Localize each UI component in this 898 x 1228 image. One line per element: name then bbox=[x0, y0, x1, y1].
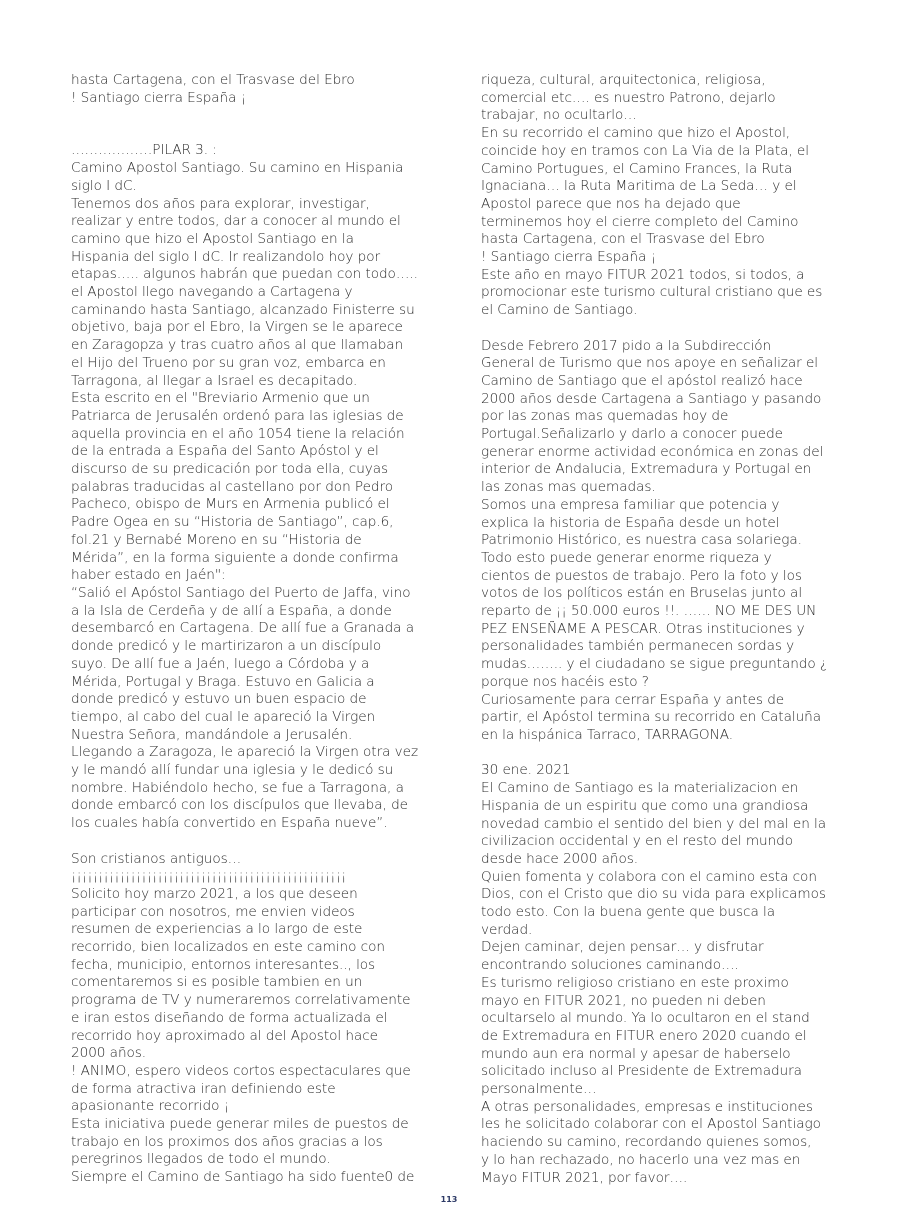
text-line: Es turismo religioso cristiano en este proximo bbox=[481, 974, 789, 991]
right-block-1 bbox=[481, 72, 831, 320]
text-line: mayo en FITUR 2021, no pueden ni deben bbox=[481, 992, 766, 1009]
text-line: A otras personalidades, empresas e instituciones bbox=[481, 1098, 813, 1115]
text-line: caminando hasta Santiago, alcanzado Finisterre su bbox=[71, 301, 415, 318]
text-line: Mérida, Portugal y Braga. Estuvo en Galicia a bbox=[71, 673, 375, 690]
text-line: fecha, municipio, entornos interesantes.., los bbox=[71, 956, 376, 973]
text-line: recorrido, bien localizados en este camino con bbox=[71, 939, 385, 956]
text-line: Camino Apostol Santiago. Su camino en Hispania bbox=[71, 160, 404, 177]
text-line: Curiosamente para cerrar España y antes de bbox=[481, 691, 785, 708]
text-line: Camino de Santiago que el apóstol realizó hace bbox=[481, 372, 803, 389]
text-line: desembarcó en Cartagena. De allí fue a Granada a bbox=[71, 620, 414, 637]
text-line: Esta iniciativa puede generar miles de puestos de bbox=[71, 1116, 409, 1133]
paragraph-gap bbox=[71, 833, 421, 851]
text-line: Patriarca de Jerusalén ordenó para las iglesias de bbox=[71, 407, 404, 424]
text-line: encontrando soluciones caminando…. bbox=[481, 957, 739, 974]
text-line: Tarragona, al llegar a Israel es decapitado. bbox=[71, 372, 358, 389]
text-line: comercial etc…. es nuestro Patrono, dejarlo bbox=[481, 89, 776, 106]
text-line: trabajo en los proximos dos años gracias a los bbox=[71, 1133, 383, 1150]
left-block-1 bbox=[71, 72, 421, 107]
text-line: etapas….. algunos habrán que puedan con todo….. bbox=[71, 266, 418, 283]
text-line: Dios, con el Cristo que dio su vida para explicamos bbox=[481, 886, 826, 903]
text-line: las zonas mas quemadas. bbox=[481, 479, 656, 496]
text-line: En su recorrido el camino que hizo el Apostol, bbox=[481, 125, 791, 142]
text-line: mundo aun era normal y apesar de haberselo bbox=[481, 1045, 791, 1062]
text-line: civilizacion occidental y en el resto del mundo bbox=[481, 833, 793, 850]
text-line: Ignaciana… la Ruta Maritima de La Seda… y el bbox=[481, 178, 797, 195]
text-line: promocionar este turismo cultural cristiano que es bbox=[481, 284, 823, 301]
text-line: comentaremos si es posible tambien en un bbox=[71, 974, 363, 991]
text-line: haciendo su camino, recordando quienes somos, bbox=[481, 1134, 812, 1151]
text-line: Solicito hoy marzo 2021, a los que deseen bbox=[71, 885, 358, 902]
text-line: Esta escrito en el "Breviario Armenio que un bbox=[71, 390, 370, 407]
text-line: por las zonas mas quemadas hoy de bbox=[481, 408, 729, 425]
left-column bbox=[71, 72, 421, 1187]
text-line: 30 ene. 2021 bbox=[481, 762, 571, 779]
text-line: hasta Cartagena, con el Trasvase del Ebro bbox=[481, 231, 765, 248]
text-line: en la hispánica Tarraco, TARRAGONA. bbox=[481, 727, 733, 743]
text-line: generar enorme actividad económica en zonas del bbox=[481, 443, 824, 460]
text-line: personalidades también permanecen sordas y bbox=[481, 638, 795, 655]
left-block-2 bbox=[71, 142, 421, 832]
text-line: riqueza, cultural, arquitectonica, religiosa, bbox=[481, 72, 766, 88]
text-line: recorrido hoy aproximado al del Apostol hace bbox=[71, 1027, 378, 1044]
text-line: ! ANIMO, espero videos cortos espectaculares que bbox=[71, 1062, 411, 1079]
text-line: el Hijo del Trueno por su gran voz, embarca en bbox=[71, 354, 386, 371]
text-line: porque nos hacéis esto ? bbox=[481, 673, 649, 690]
page-number: 113 bbox=[440, 1195, 458, 1204]
text-line: e iran estos diseñando de forma actualizada el bbox=[71, 1009, 388, 1026]
text-line: Padre Ogea en su “Historia de Santiago”, cap.6, bbox=[71, 514, 394, 531]
text-line: Tenemos dos años para explorar, investigar, bbox=[71, 195, 370, 212]
text-line: donde predicó y le martirizaron a un discípulo bbox=[71, 638, 382, 655]
text-line: partir, el Apóstol termina su recorrido en Cataluña bbox=[481, 709, 822, 726]
text-line: General de Turismo que nos apoye en señalizar el bbox=[481, 355, 819, 372]
text-line: resumen de experiencias a lo largo de este bbox=[71, 921, 363, 938]
text-line: solicitado incluso al Presidente de Extremadura bbox=[481, 1063, 802, 1080]
text-line: ! Santiago cierra España ¡ bbox=[481, 249, 657, 266]
left-block-3 bbox=[71, 851, 421, 1187]
text-line: apasionante recorrido ¡ bbox=[71, 1098, 230, 1115]
text-line: les he solicitado colaborar con el Apostol Santiago bbox=[481, 1116, 821, 1133]
text-line: personalmente… bbox=[481, 1081, 597, 1098]
text-line: Hispania del siglo I dC. Ir realizandolo hoy por bbox=[71, 248, 381, 265]
text-line: suyo. De allí fue a Jaén, luego a Córdoba y a bbox=[71, 655, 370, 672]
text-line: participar con nosotros, me envien videos bbox=[71, 903, 355, 920]
text-line: palabras traducidas al castellano por don Pedro bbox=[71, 478, 393, 495]
text-line: Hispania de un espiritu que como una grandiosa bbox=[481, 797, 809, 814]
right-column bbox=[481, 72, 831, 1187]
text-line: Apostol parece que nos ha dejado que bbox=[481, 195, 741, 212]
text-line: cientos de puestos de trabajo. Pero la foto y los bbox=[481, 567, 802, 584]
text-line: los cuales había convertido en España nueve”. bbox=[71, 815, 388, 832]
text-line: 2000 años. bbox=[71, 1045, 147, 1062]
text-line: de Extremadura en FITUR enero 2020 cuando el bbox=[481, 1027, 807, 1044]
text-line: reparto de ¡¡ 50.000 euros !!. …… NO ME DES UN bbox=[481, 603, 817, 620]
text-line: Camino Portugues, el Camino Frances, la Ruta bbox=[481, 160, 793, 177]
text-line: y lo han rechazado, no hacerlo una vez mas en bbox=[481, 1151, 801, 1168]
text-line: peregrinos llegados de todo el mundo. bbox=[71, 1151, 331, 1168]
text-line: mudas…….. y el ciudadano se sigue preguntando ¿ bbox=[481, 656, 828, 673]
text-line: trabajar, no ocultarlo… bbox=[481, 107, 637, 124]
text-line: hasta Cartagena, con el Trasvase del Ebro bbox=[71, 72, 355, 88]
text-line: discurso de su predicación por toda ella, cuyas bbox=[71, 461, 389, 478]
text-line: donde embarcó con los discípulos que llevaba, de bbox=[71, 797, 408, 814]
right-block-3 bbox=[481, 762, 831, 1187]
text-line: Siempre el Camino de Santiago ha sido fuente0 de bbox=[71, 1169, 415, 1186]
text-line: coincide hoy en tramos con La Via de la Plata, el bbox=[481, 142, 809, 159]
text-line: haber estado en Jaén": bbox=[71, 567, 226, 584]
text-line: Mérida”, en la forma siguiente a donde confirma bbox=[71, 549, 399, 566]
text-line: votos de los políticos están en Bruselas junto al bbox=[481, 585, 803, 602]
paragraph-gap bbox=[71, 107, 421, 142]
text-line: explica la historia de España desde un hotel bbox=[481, 514, 780, 531]
text-line: ¡¡¡¡¡¡¡¡¡¡¡¡¡¡¡¡¡¡¡¡¡¡¡¡¡¡¡¡¡¡¡¡¡¡¡¡¡¡¡¡¡¡¡¡¡¡¡¡¡¡¡ bbox=[71, 868, 347, 885]
text-line: Llegando a Zaragoza, le apareció la Virgen otra vez bbox=[71, 744, 419, 761]
text-line: Quien fomenta y colabora con el camino esta con bbox=[481, 868, 817, 885]
text-line: de la entrada a España del Santo Apóstol y el bbox=[71, 443, 379, 460]
paragraph-gap bbox=[481, 320, 831, 338]
text-line: de forma atractiva iran definiendo este bbox=[71, 1080, 336, 1097]
text-line: donde predicó y estuvo un buen espacio de bbox=[71, 691, 367, 708]
text-line: Mayo FITUR 2021, por favor…. bbox=[481, 1169, 688, 1186]
text-line: Dejen caminar, dejen pensar… y disfrutar bbox=[481, 939, 764, 956]
text-line: novedad cambio el sentido del bien y del mal en la bbox=[481, 815, 827, 832]
text-line: el Camino de Santiago. bbox=[481, 302, 638, 319]
text-line: objetivo, baja por el Ebro, la Virgen se le aparece bbox=[71, 319, 403, 336]
text-line: PEZ ENSEÑAME A PESCAR. Otras instituciones y bbox=[481, 620, 805, 637]
text-line: interior de Andalucia, Extremadura y Portugal en bbox=[481, 461, 812, 478]
text-line: El Camino de Santiago es la materializacion en bbox=[481, 780, 799, 797]
text-line: Patrimonio Histórico, es nuestra casa solariega. bbox=[481, 532, 802, 549]
text-line: aquella provincia en el año 1054 tiene la relación bbox=[71, 425, 405, 442]
right-block-2 bbox=[481, 338, 831, 745]
text-line: siglo I dC. bbox=[71, 177, 137, 194]
text-line: nombre. Habiéndolo hecho, se fue a Tarragona, a bbox=[71, 779, 404, 796]
text-line: 2000 años desde Cartagena a Santiago y pasando bbox=[481, 390, 822, 407]
text-line: y le mandó allí fundar una iglesia y le dedicó su bbox=[71, 762, 394, 779]
text-line: tiempo, al cabo del cual le apareció la Virgen bbox=[71, 708, 376, 725]
text-line: todo esto. Con la buena gente que busca la bbox=[481, 904, 775, 921]
text-line: Son cristianos antiguos… bbox=[71, 850, 242, 867]
text-line: Somos una empresa familiar que potencia y bbox=[481, 496, 780, 513]
text-line: a la Isla de Cerdeña y de allí a España, a donde bbox=[71, 602, 392, 619]
paragraph-gap bbox=[481, 745, 831, 763]
text-line: Este año en mayo FITUR 2021 todos, si todos, a bbox=[481, 266, 805, 283]
text-line: Desde Febrero 2017 pido a la Subdirección bbox=[481, 337, 772, 354]
text-line: “Salió el Apóstol Santiago del Puerto de Jaffa, vino bbox=[71, 584, 411, 601]
text-line: programa de TV y numeraremos correlativamente bbox=[71, 992, 411, 1009]
text-line: camino que hizo el Apostol Santiago en la bbox=[71, 230, 354, 247]
text-line: el Apostol llego navegando a Cartagena y bbox=[71, 284, 353, 301]
text-line: ocultarselo al mundo. Ya lo ocultaron en el stand bbox=[481, 1010, 810, 1027]
text-line: realizar y entre todos, dar a conocer al mundo el bbox=[71, 213, 401, 230]
text-line: ! Santiago cierra España ¡ bbox=[71, 89, 247, 106]
text-line: Portugal.Señalizarlo y darlo a conocer puede bbox=[481, 426, 783, 443]
text-line: Todo esto puede generar enorme riqueza y bbox=[481, 549, 772, 566]
text-line: Nuestra Señora, mandándole a Jerusalén. bbox=[71, 726, 353, 743]
text-line: desde hace 2000 años. bbox=[481, 850, 639, 867]
text-line: ………………PILAR 3. : bbox=[71, 142, 217, 159]
text-line: verdad. bbox=[481, 921, 533, 938]
text-line: terminemos hoy el cierre completo del Camino bbox=[481, 213, 799, 230]
text-line: en Zaragopza y tras cuatro años al que llamaban bbox=[71, 337, 404, 354]
text-line: fol.21 y Bernabé Moreno en su “Historia de bbox=[71, 531, 362, 548]
text-line: Pacheco, obispo de Murs en Armenia publicó el bbox=[71, 496, 390, 513]
